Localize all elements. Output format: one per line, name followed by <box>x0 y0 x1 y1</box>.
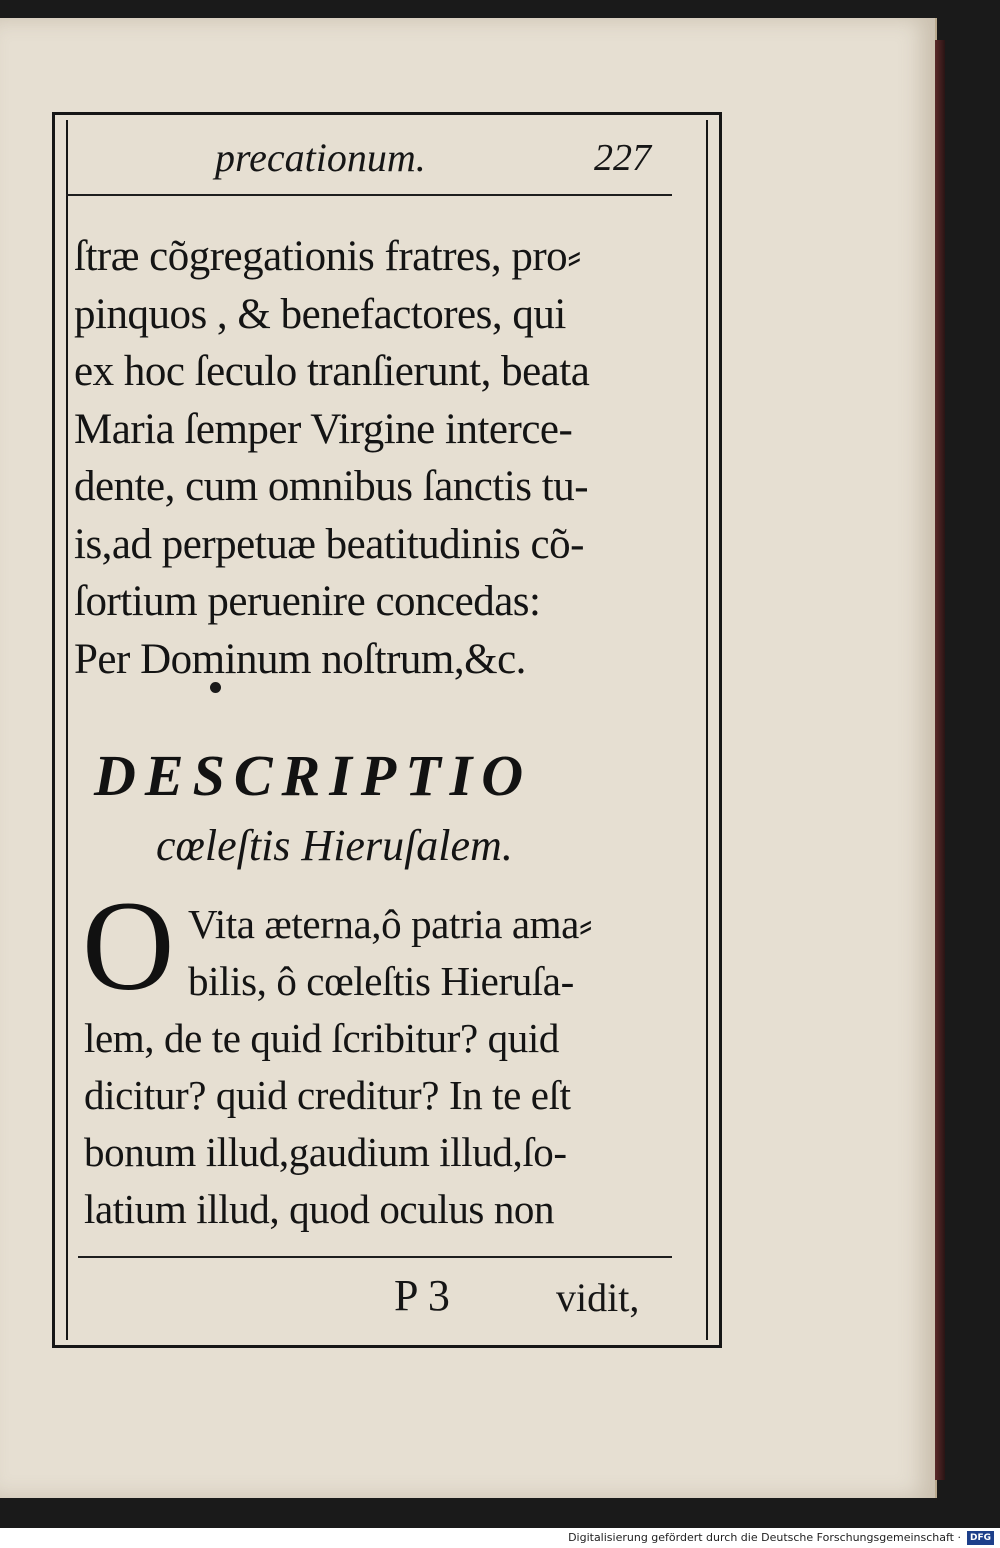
catchword: vidit, <box>556 1275 640 1320</box>
drop-cap: O <box>82 875 175 1017</box>
text-line: dente, cum omnibus ſanctis tu- <box>74 463 589 510</box>
text-line: ex hoc ſeculo tranſierunt, beata <box>74 348 590 395</box>
dfg-logo: DFG <box>967 1531 994 1545</box>
text-line: ſortium peruenire concedas: <box>74 578 541 625</box>
text-line: pinquos , & benefactores, qui <box>74 290 566 338</box>
page-number: 227 <box>594 137 651 179</box>
foot-rule <box>78 1256 672 1258</box>
footer-text: Digitalisierung gefördert durch die Deutsche Forschungsgemeinschaft · <box>568 1531 961 1544</box>
digitization-footer <box>0 1528 1000 1548</box>
signature-mark: P 3 <box>394 1271 450 1320</box>
book-edge <box>935 40 945 1480</box>
description-paragraph <box>84 896 684 1238</box>
text-line: Maria ſemper Virgine interce- <box>74 405 573 453</box>
text-line: Per Dominum noſtrum,&c. <box>74 635 526 683</box>
ornament-dot <box>210 682 221 693</box>
text-line: ſtræ cõgregationis fratres, pro⸗ <box>74 233 581 280</box>
text-line: Vita æterna,ô patria ama⸗ <box>188 901 593 947</box>
section-subheading: cœleſtis Hieruſalem. <box>156 821 513 870</box>
text-line: dicitur? quid creditur? In te eſt <box>84 1072 571 1118</box>
text-line: bilis, ô cœleſtis Hieruſa- <box>188 958 574 1004</box>
text-line: latium illud, quod oculus non <box>84 1186 555 1232</box>
head-rule <box>66 194 672 196</box>
running-head: precationum. <box>215 135 426 180</box>
section-heading: DESCRIPTIO <box>94 743 533 808</box>
text-line: is,ad perpetuæ beatitudinis cõ- <box>74 520 584 568</box>
text-line: lem, de te quid ſcribitur? quid <box>84 1015 559 1061</box>
text-line: bonum illud,gaudium illud,ſo- <box>84 1129 567 1175</box>
prayer-text <box>74 228 674 688</box>
